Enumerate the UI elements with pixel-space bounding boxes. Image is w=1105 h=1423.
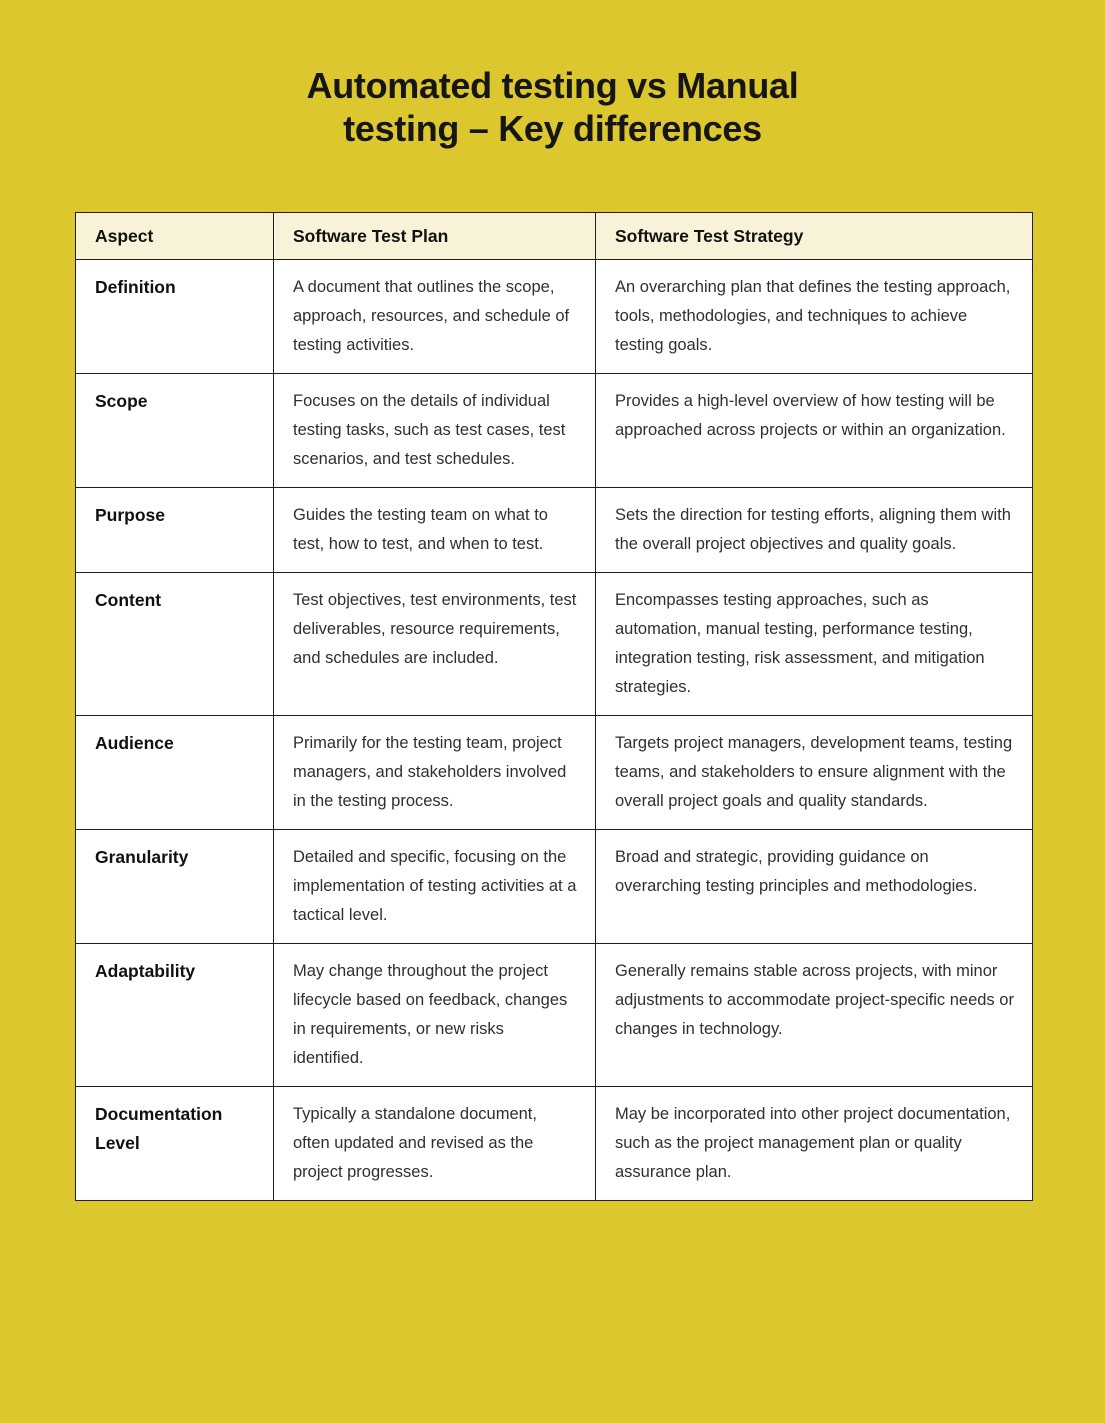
plan-cell: Focuses on the details of individual testing tasks, such as test cases, test scenarios, and test schedules. bbox=[274, 374, 596, 488]
aspect-cell: Audience bbox=[76, 716, 274, 830]
aspect-cell: Adaptability bbox=[76, 944, 274, 1087]
column-header-plan: Software Test Plan bbox=[274, 213, 596, 260]
strategy-cell: An overarching plan that defines the testing approach, tools, methodologies, and techniques to achieve testing goals. bbox=[596, 260, 1033, 374]
column-header-aspect: Aspect bbox=[76, 213, 274, 260]
strategy-cell: Broad and strategic, providing guidance on overarching testing principles and methodologies. bbox=[596, 830, 1033, 944]
table-row bbox=[76, 573, 1033, 716]
strategy-cell: Sets the direction for testing efforts, aligning them with the overall project objectives and quality goals. bbox=[596, 488, 1033, 573]
aspect-cell: Scope bbox=[76, 374, 274, 488]
plan-cell: Primarily for the testing team, project managers, and stakeholders involved in the testing process. bbox=[274, 716, 596, 830]
plan-cell: Test objectives, test environments, test deliverables, resource requirements, and schedules are included. bbox=[274, 573, 596, 716]
aspect-cell: Definition bbox=[76, 260, 274, 374]
page-title bbox=[0, 64, 1105, 150]
table-row bbox=[76, 488, 1033, 573]
strategy-cell: Targets project managers, development teams, testing teams, and stakeholders to ensure alignment with the overall project goals and quality standards. bbox=[596, 716, 1033, 830]
plan-cell: Typically a standalone document, often updated and revised as the project progresses. bbox=[274, 1087, 596, 1201]
table-row bbox=[76, 374, 1033, 488]
aspect-cell: Content bbox=[76, 573, 274, 716]
comparison-table-container bbox=[75, 212, 1031, 1201]
comparison-table bbox=[75, 212, 1033, 1201]
table-row bbox=[76, 830, 1033, 944]
table-header-row bbox=[76, 213, 1033, 260]
title-line-2: testing – Key differences bbox=[343, 108, 762, 150]
table-row bbox=[76, 716, 1033, 830]
aspect-cell: Granularity bbox=[76, 830, 274, 944]
table-row bbox=[76, 1087, 1033, 1201]
plan-cell: May change throughout the project lifecycle based on feedback, changes in requirements, or new risks identified. bbox=[274, 944, 596, 1087]
plan-cell: Detailed and specific, focusing on the implementation of testing activities at a tactical level. bbox=[274, 830, 596, 944]
title-line-1: Automated testing vs Manual bbox=[306, 65, 799, 106]
table-row bbox=[76, 260, 1033, 374]
column-header-strategy: Software Test Strategy bbox=[596, 213, 1033, 260]
strategy-cell: Provides a high-level overview of how testing will be approached across projects or within an organization. bbox=[596, 374, 1033, 488]
plan-cell: A document that outlines the scope, approach, resources, and schedule of testing activities. bbox=[274, 260, 596, 374]
strategy-cell: Generally remains stable across projects, with minor adjustments to accommodate project-specific needs or changes in technology. bbox=[596, 944, 1033, 1087]
aspect-cell: Documentation Level bbox=[76, 1087, 274, 1201]
table-row bbox=[76, 944, 1033, 1087]
plan-cell: Guides the testing team on what to test, how to test, and when to test. bbox=[274, 488, 596, 573]
strategy-cell: Encompasses testing approaches, such as automation, manual testing, performance testing, integration testing, risk assessment, and mitigation strategies. bbox=[596, 573, 1033, 716]
aspect-cell: Purpose bbox=[76, 488, 274, 573]
strategy-cell: May be incorporated into other project documentation, such as the project management plan or quality assurance plan. bbox=[596, 1087, 1033, 1201]
